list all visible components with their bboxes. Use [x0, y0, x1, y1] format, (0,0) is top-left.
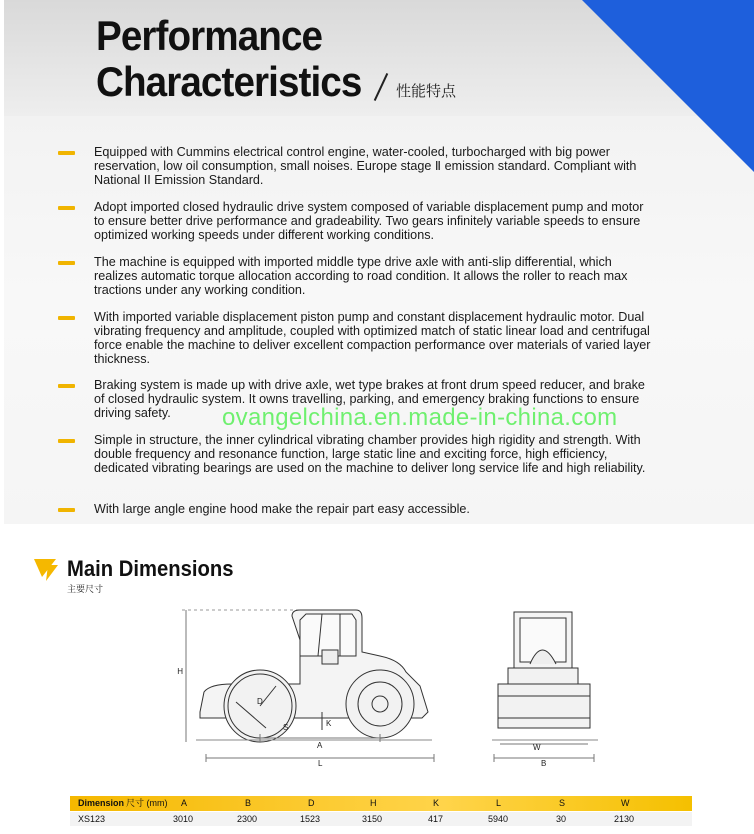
title-chinese: 性能特点	[396, 83, 457, 100]
bullet-dash	[58, 316, 75, 320]
label-k: K	[326, 719, 332, 728]
label-a: A	[317, 741, 323, 750]
table-cell: 1523	[300, 814, 321, 824]
table-header-cell: H	[370, 798, 377, 808]
feature-item: With imported variable displacement piston pump and constant displacement hydraulic motor. Dual vibrating frequency and amplitude, coupled with optimized match of static linear load and centrifugal force enable the machine to deliver excellent compaction performance over materials of varied layer thickness.	[94, 310, 651, 366]
title-characteristics: Characteristics	[96, 58, 362, 105]
label-l: L	[318, 759, 323, 768]
label-b: B	[541, 759, 547, 768]
section-marker-icon	[34, 559, 58, 581]
section-title: Main Dimensions	[67, 556, 234, 581]
bullet-dash	[58, 151, 75, 155]
feature-item: Adopt imported closed hydraulic drive system composed of variable displacement pump and motor to ensure better drive performance and gradeability. Two gears infinitely variable speeds to ensure optimized working speeds under different working conditions.	[94, 200, 644, 242]
table-header-cell: B	[245, 798, 252, 808]
bullet-dash	[58, 508, 75, 512]
bullet-dash	[58, 261, 75, 265]
table-header-cell: A	[181, 798, 188, 808]
table-header-cell: K	[433, 798, 440, 808]
table-cell: 2130	[614, 814, 635, 824]
table-header-cell: L	[496, 798, 502, 808]
table-cell: 3150	[362, 814, 383, 824]
feature-item: Equipped with Cummins electrical control engine, water-cooled, turbocharged with big power reservation, low oil consumption, small noises. Europe stage Ⅱ emission standard. Compliant with National II Emission Standard.	[94, 145, 637, 187]
dimension-drawing	[0, 600, 754, 770]
table-row	[70, 812, 692, 826]
table-cell: 417	[428, 814, 444, 824]
table-header-cell: S	[559, 798, 566, 808]
feature-item: The machine is equipped with imported middle type drive axle with anti-slip differential, which realizes automatic torque allocation according to road condition. It allows the roller to reach max tractions under any working condition.	[94, 255, 628, 297]
table-header-row	[70, 796, 692, 811]
title-performance: Performance	[96, 12, 323, 59]
table-header-cell: W	[621, 798, 630, 808]
feature-item: With large angle engine hood make the repair part easy accessible.	[94, 502, 470, 516]
table-cell: 30	[556, 814, 567, 824]
table-header-cell: D	[308, 798, 315, 808]
table-row-label: XS123	[78, 814, 106, 824]
bullet-dash	[58, 439, 75, 443]
table-header-dimension: Dimension	[78, 798, 125, 808]
label-s: S	[283, 723, 289, 732]
label-d: D	[257, 697, 263, 706]
feature-item: Braking system is made up with drive axle, wet type brakes at front drum speed reducer, and brake of closed hydraulic system. It owns travelling, parking, and emergency braking functions to ensure driving safety.	[94, 378, 645, 420]
feature-item: Simple in structure, the inner cylindrical vibrating chamber provides high rigidity and strength. With double frequency and resonance function, large static line and exciting force, high efficiency, dedicated vibrating bearings are used on the machine to deliver long service life and high reliability.	[94, 433, 646, 475]
bullet-dash	[58, 384, 75, 388]
label-w: W	[533, 743, 541, 752]
label-h: H	[177, 667, 183, 676]
bullet-dash	[58, 206, 75, 210]
table-header-unit: 尺寸 (mm)	[126, 798, 168, 808]
section-subtitle: 主要尺寸	[67, 584, 104, 594]
watermark: ovangelchina.en.made-in-china.com	[222, 404, 618, 431]
table-cell: 5940	[488, 814, 509, 824]
table-cell: 3010	[173, 814, 194, 824]
table-cell: 2300	[237, 814, 258, 824]
